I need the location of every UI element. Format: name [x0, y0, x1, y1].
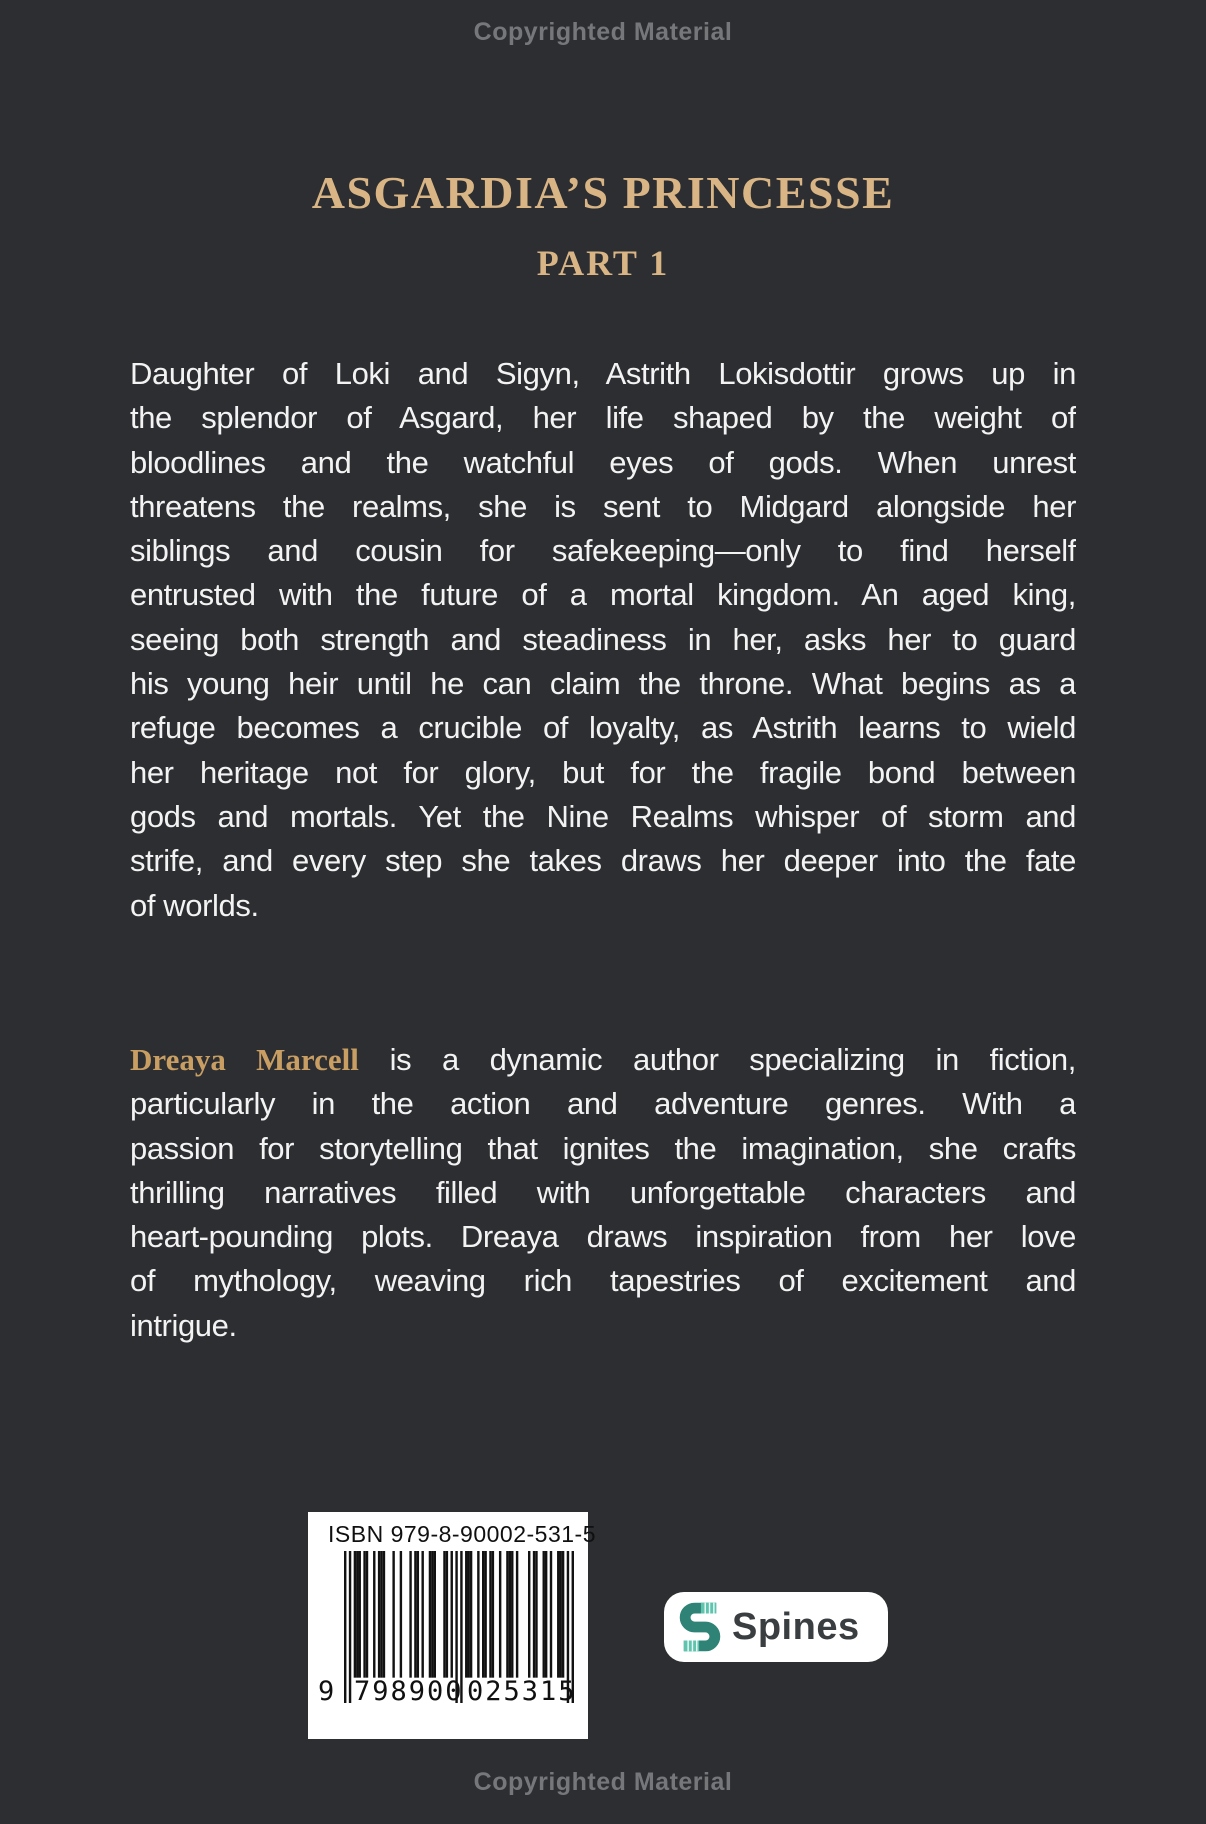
synopsis-line: gods and mortals. Yet the Nine Realms whisper of storm and: [130, 798, 1076, 834]
publisher-logo-badge: [664, 1592, 888, 1662]
synopsis-line: bloodlines and the watchful eyes of gods. When unrest: [130, 444, 1076, 480]
synopsis-line: of worlds.: [130, 887, 259, 923]
synopsis-paragraph: [130, 352, 1076, 928]
synopsis-line: her heritage not for glory, but for the fragile bond between: [130, 754, 1076, 790]
author-bio-line: passion for storytelling that ignites the imagination, she crafts: [130, 1130, 1076, 1166]
copyright-watermark-top: Copyrighted Material: [473, 18, 733, 46]
author-name: Dreaya Marcell: [130, 1042, 359, 1077]
author-bio-line: heart-pounding plots. Dreaya draws inspiration from her love: [130, 1219, 1076, 1255]
barcode-digits: [318, 1675, 578, 1707]
copyright-watermark-bottom: Copyrighted Material: [473, 1768, 733, 1796]
synopsis-line: strife, and every step she takes draws her deeper into the fate: [130, 843, 1076, 879]
book-title: ASGARDIA’S PRINCESSE: [311, 167, 895, 218]
isbn-label: ISBN 979-8-90002-531-5: [328, 1521, 596, 1547]
synopsis-line: siblings and cousin for safekeeping—only to find herself: [130, 533, 1076, 569]
synopsis-line: Daughter of Loki and Sigyn, Astrith Lokisdottir grows up in: [130, 356, 1076, 391]
synopsis-line: his young heir until he can claim the throne. What begins as a: [130, 666, 1076, 702]
synopsis-line: refuge becomes a crucible of loyalty, as Astrith learns to wield: [130, 710, 1076, 746]
author-bio-line: of mythology, weaving rich tapestries of excitement and: [130, 1263, 1076, 1299]
book-subtitle-part: PART 1: [536, 243, 670, 283]
synopsis-line: the splendor of Asgard, her life shaped by the weight of: [130, 400, 1076, 436]
author-bio-rest: [130, 1082, 1076, 1348]
spines-book-s-icon: [676, 1600, 724, 1654]
synopsis-line: seeing both strength and steadiness in her, asks her to guard: [130, 621, 1076, 657]
isbn-barcode: [308, 1512, 596, 1739]
author-bio-line: thrilling narratives filled with unforgettable characters and: [130, 1174, 1076, 1210]
author-bio: [130, 1038, 1076, 1348]
author-bio-first-line: [130, 1038, 1076, 1082]
author-bio-line: intrigue.: [130, 1307, 237, 1343]
author-bio-line: particularly in the action and adventure genres. With a: [130, 1086, 1076, 1122]
synopsis-line: threatens the realms, she is sent to Midgard alongside her: [130, 488, 1076, 524]
barcode-digit-left-group: 798900: [354, 1676, 464, 1707]
barcode-digit-right-group: 025315: [467, 1676, 577, 1707]
publisher-name: Spines: [732, 1605, 860, 1648]
barcode-bars-area: [318, 1551, 578, 1707]
author-bio-first-line-rest: is a dynamic author specializing in fiction,: [358, 1042, 1076, 1077]
synopsis-line: entrusted with the future of a mortal kingdom. An aged king,: [130, 577, 1076, 613]
barcode-digit-lead: 9: [318, 1676, 335, 1707]
